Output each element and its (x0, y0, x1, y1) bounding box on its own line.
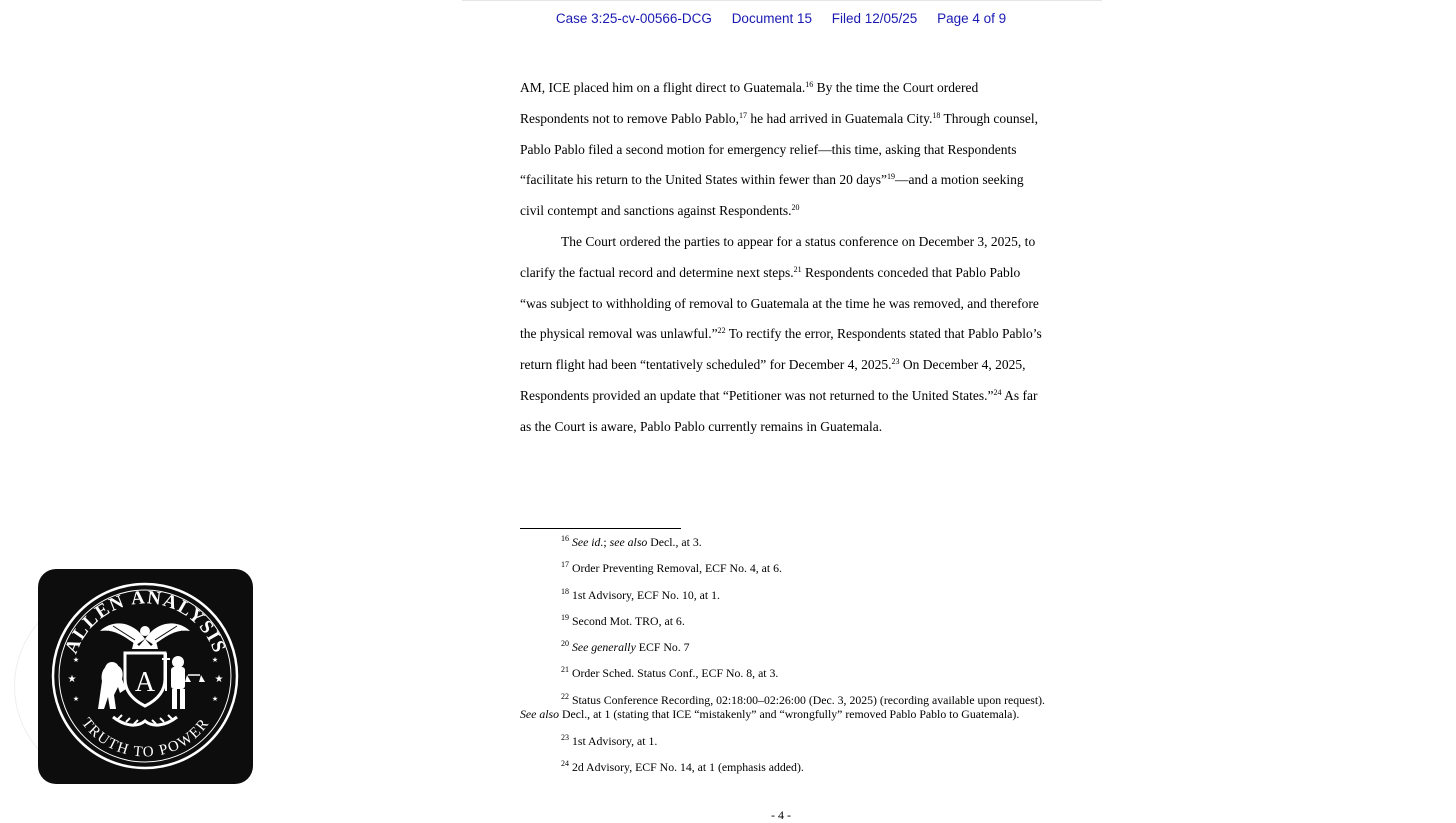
footnote-divider (520, 528, 681, 529)
svg-text:★: ★ (72, 656, 80, 664)
svg-text:★: ★ (211, 656, 219, 664)
ecf-header (0, 11, 1456, 26)
svg-text:★: ★ (72, 695, 80, 703)
paragraph-status-conference: The Court ordered the parties to appear for a status conference on December 3, 2025, to clarify the factual record and determine next steps.$^{21}$ Respondents conceded that Pablo Pablo “was subject to withholding of removal to Guatemala at the time he was removed, and therefore the physical removal was unlawful.”$^{22}$ To rectify the error, Respondents stated that Pablo Pablo’s return flight had been “tentatively scheduled” for December 4, 2025.23 On December 4, 2025, Respondents provided an update that “Petitioner was not returned to the United States.”$^{24}$ As far as the Court is aware, Pablo Pablo currently remains in Guatemala. (520, 233, 1042, 434)
footnote-ref: 21 (793, 264, 802, 274)
footnote-ref: 22 (717, 326, 726, 336)
page-number: - 4 - (771, 808, 791, 822)
footnote-24: $^{24}$ 2d Advisory, ECF No. 14, at 1 (emphasis added). (561, 758, 804, 774)
top-rule (462, 0, 1102, 1)
filed-date: Filed 12/05/25 (831, 11, 918, 26)
svg-text:A: A (134, 667, 156, 698)
footnote-ref: 20 (791, 203, 800, 213)
footnote-ref: 23 (891, 357, 900, 367)
footnote-ref: 18 (932, 110, 941, 120)
body-text (520, 73, 1045, 443)
footnote-23: $^{23}$ 1st Advisory, at 1. (561, 732, 658, 748)
svg-text:★: ★ (214, 674, 224, 685)
svg-text:★: ★ (67, 674, 77, 685)
footnote-19: $^{19}$ Second Mot. TRO, at 6. (561, 612, 685, 628)
document-number: Document 15 (731, 11, 812, 26)
footnote-21: $^{21}$ Order Sched. Status Conf., ECF No. 8, at 3. (561, 665, 779, 681)
footnote-20: $^{20}$ See generally ECF No. 7 (561, 639, 690, 655)
footnotes (520, 535, 1045, 786)
paragraph-continuation: AM, ICE placed him on a flight direct to Guatemala.$^{16}$ By the time the Court ordered Respondents not to remove Pablo Pablo,$^{17}$ he had arrived in Guatemala City.$^{18}$ Through counsel, Pablo Pablo filed a second motion for emergency relief—this time, asking that Respondents “facilitate his return to the United States within fewer than 20 days”$^{19}$—and a motion seeking civil contempt and sanctions against Respondents.$^{20}$ (520, 80, 1039, 219)
footnote-17: $^{17}$ Order Preventing Removal, ECF No. 4, at 6. (561, 560, 782, 576)
footnote-ref: 16 (805, 80, 814, 89)
case-number: Case 3:25-cv-00566-DCG (555, 11, 712, 26)
footnote-ref: 17 (738, 110, 747, 120)
footnote-22: $^{22}$ Status Conference Recording, 02:18:00–02:26:00 (Dec. 3, 2025) (recording available upon request). See also Decl., at 1 (stating that ICE “mistakenly” and “wrongfully” removed Pablo Pablo to Guatemala). (520, 691, 1046, 722)
footnote-16: $^{16}$ See id.; see also Decl., at 3. (561, 534, 702, 549)
footnote-ref: 24 (993, 387, 1002, 397)
page-count: Page 4 of 9 (937, 11, 1007, 26)
allen-analysis-logo (38, 569, 253, 784)
svg-text:★: ★ (211, 695, 219, 703)
footnote-18: $^{18}$ 1st Advisory, ECF No. 10, at 1. (561, 586, 720, 602)
svg-text:ALLEN ANALYSIS: ALLEN ANALYSIS (61, 587, 230, 657)
eagle-lion-knight-crest-icon (38, 569, 253, 784)
footnote-ref: 19 (887, 172, 896, 182)
svg-text:TRUTH TO POWER: TRUTH TO POWER (78, 715, 213, 761)
